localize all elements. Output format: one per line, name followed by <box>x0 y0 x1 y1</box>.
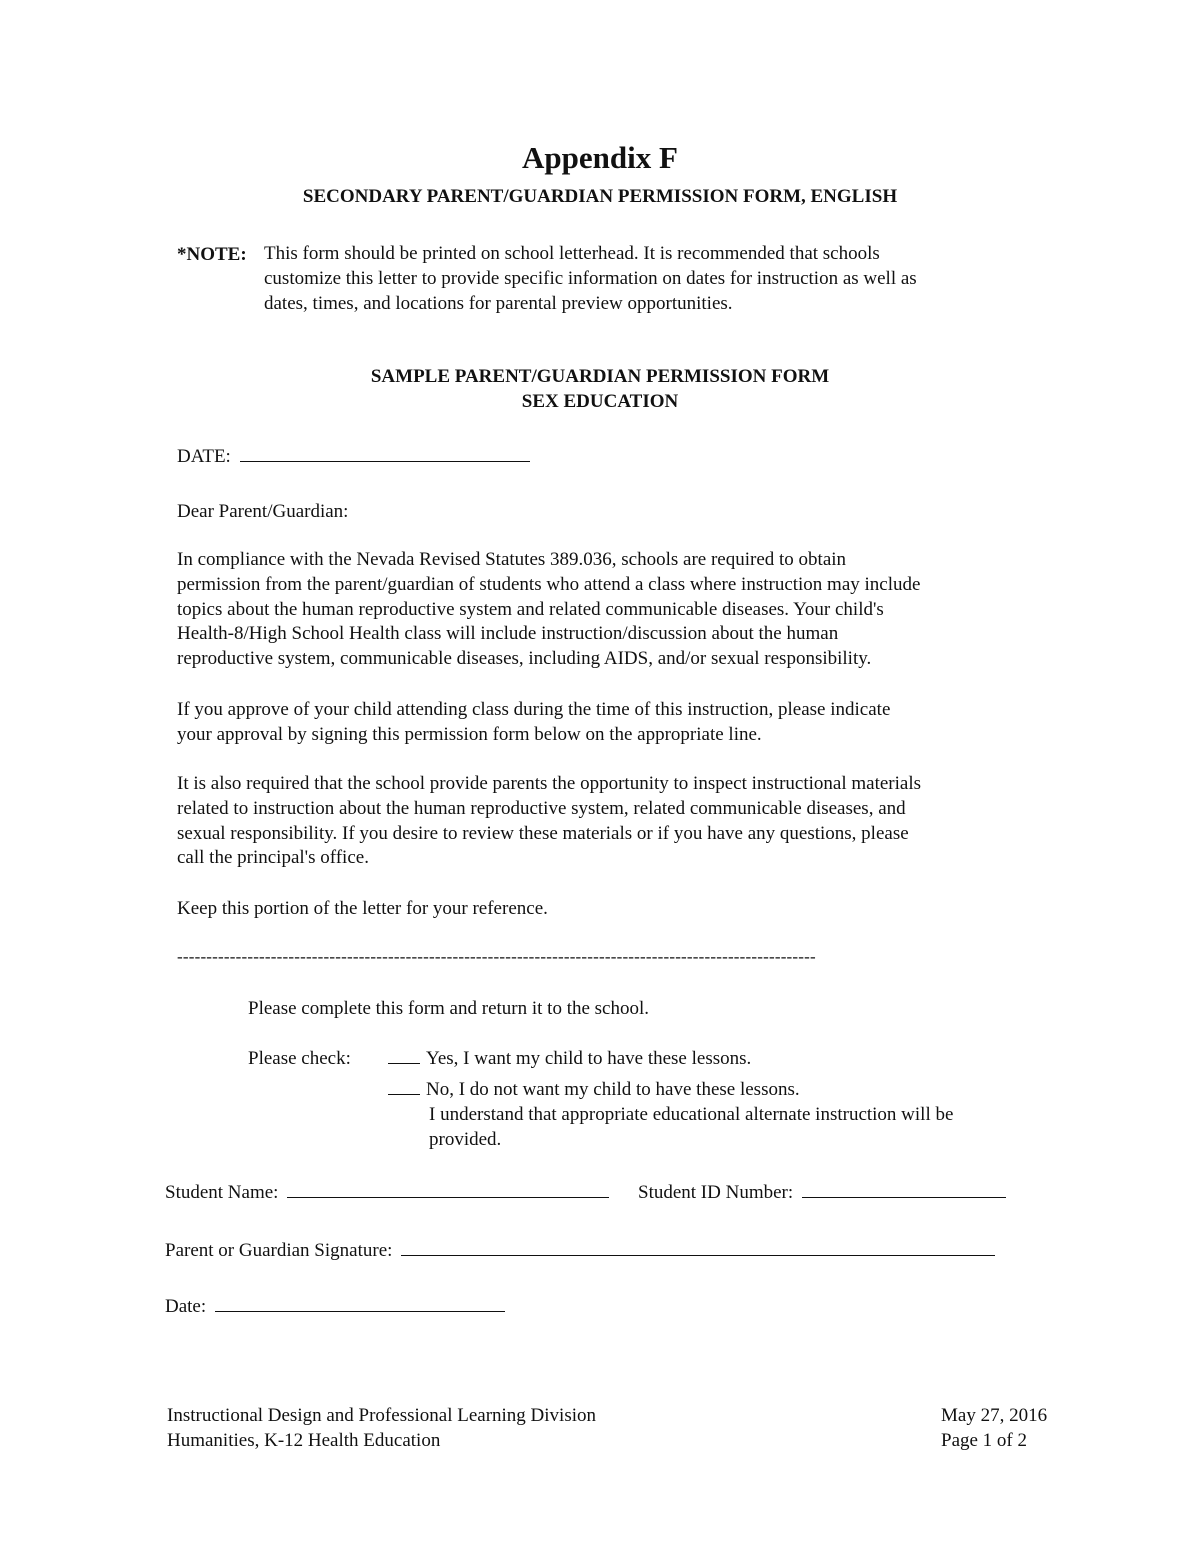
paragraph-line: topics about the human reproductive system and related communicable diseases. Your child's <box>177 598 884 620</box>
paragraph-line: In compliance with the Nevada Revised Statutes 389.036, schools are required to obtain <box>177 549 847 570</box>
page-title: Appendix F <box>522 140 678 175</box>
student-id-label: Student ID Number: <box>638 1182 794 1203</box>
note-line: This form should be printed on school letterhead. It is recommended that schools <box>264 243 880 264</box>
student-id-blank[interactable] <box>802 1196 1006 1198</box>
footer-division: Instructional Design and Professional Learning Division <box>167 1405 597 1426</box>
option-no-note: I understand that appropriate educational alternate instruction will be <box>429 1104 954 1125</box>
signature-label: Parent or Guardian Signature: <box>165 1240 393 1261</box>
paragraph-line: If you approve of your child attending class during the time of this instruction, please indicate <box>177 699 891 720</box>
paragraph-inspection <box>177 772 1057 871</box>
paragraph-compliance <box>177 548 1057 672</box>
date-label: DATE: <box>177 446 231 467</box>
signature-date-label: Date: <box>165 1296 207 1317</box>
signature-field[interactable] <box>165 1238 995 1263</box>
option-no-note-continued: provided. <box>429 1129 502 1150</box>
signature-date-blank[interactable] <box>215 1310 505 1312</box>
date-blank[interactable] <box>240 460 530 462</box>
paragraph-line: Health-8/High School Health class will include instruction/discussion about the human <box>177 623 839 645</box>
paragraph-line: call the principal's office. <box>177 847 369 869</box>
form-subtitle: SEX EDUCATION <box>521 391 679 412</box>
note-text <box>264 242 917 316</box>
paragraph-line: sexual responsibility. If you desire to review these materials or if you have any questions, please <box>177 822 909 844</box>
option-yes-label: Yes, I want my child to have these lessons. <box>426 1048 752 1069</box>
paragraph-line: your approval by signing this permission form below on the appropriate line. <box>177 723 762 745</box>
student-name-field[interactable] <box>165 1180 609 1205</box>
form-title: SAMPLE PARENT/GUARDIAN PERMISSION FORM <box>370 366 830 387</box>
keep-reference-text: Keep this portion of the letter for your reference. <box>177 898 548 919</box>
paragraph-line: reproductive system, communicable diseases, including AIDS, and/or sexual responsibility. <box>177 648 872 670</box>
check-label: Please check: <box>248 1048 351 1069</box>
option-yes[interactable] <box>388 1046 751 1071</box>
student-name-blank[interactable] <box>287 1196 609 1198</box>
student-name-label: Student Name: <box>165 1182 279 1203</box>
footer-department: Humanities, K-12 Health Education <box>167 1430 441 1451</box>
option-no-checkbox[interactable] <box>388 1094 420 1095</box>
option-no-label: No, I do not want my child to have these lessons. <box>426 1079 800 1100</box>
salutation: Dear Parent/Guardian: <box>177 501 349 522</box>
note-line: dates, times, and locations for parental preview opportunities. <box>264 292 733 314</box>
paragraph-line: permission from the parent/guardian of students who attend a class where instruction may include <box>177 573 921 595</box>
paragraph-line: related to instruction about the human reproductive system, related communicable diseases, and <box>177 797 906 819</box>
note-label: *NOTE: <box>177 244 247 265</box>
student-id-field[interactable] <box>638 1180 1006 1205</box>
footer-page-number: Page 1 of 2 <box>941 1430 1028 1451</box>
option-no[interactable] <box>388 1077 800 1102</box>
paragraph-line: It is also required that the school provide parents the opportunity to inspect instructional materials <box>177 773 921 794</box>
cut-line: ------------------------------------------------------------------------------------------------------------- <box>177 947 816 966</box>
footer-date: May 27, 2016 <box>941 1405 1048 1426</box>
note-line: customize this letter to provide specific information on dates for instruction as well as <box>264 267 917 289</box>
page-subtitle: SECONDARY PARENT/GUARDIAN PERMISSION FORM, ENGLISH <box>302 186 898 207</box>
date-field[interactable] <box>177 444 530 469</box>
option-yes-checkbox[interactable] <box>388 1063 420 1064</box>
paragraph-approval <box>177 698 1057 748</box>
return-instruction: Please complete this form and return it to the school. <box>248 998 650 1019</box>
signature-blank[interactable] <box>401 1254 995 1256</box>
signature-date-field[interactable] <box>165 1294 505 1319</box>
